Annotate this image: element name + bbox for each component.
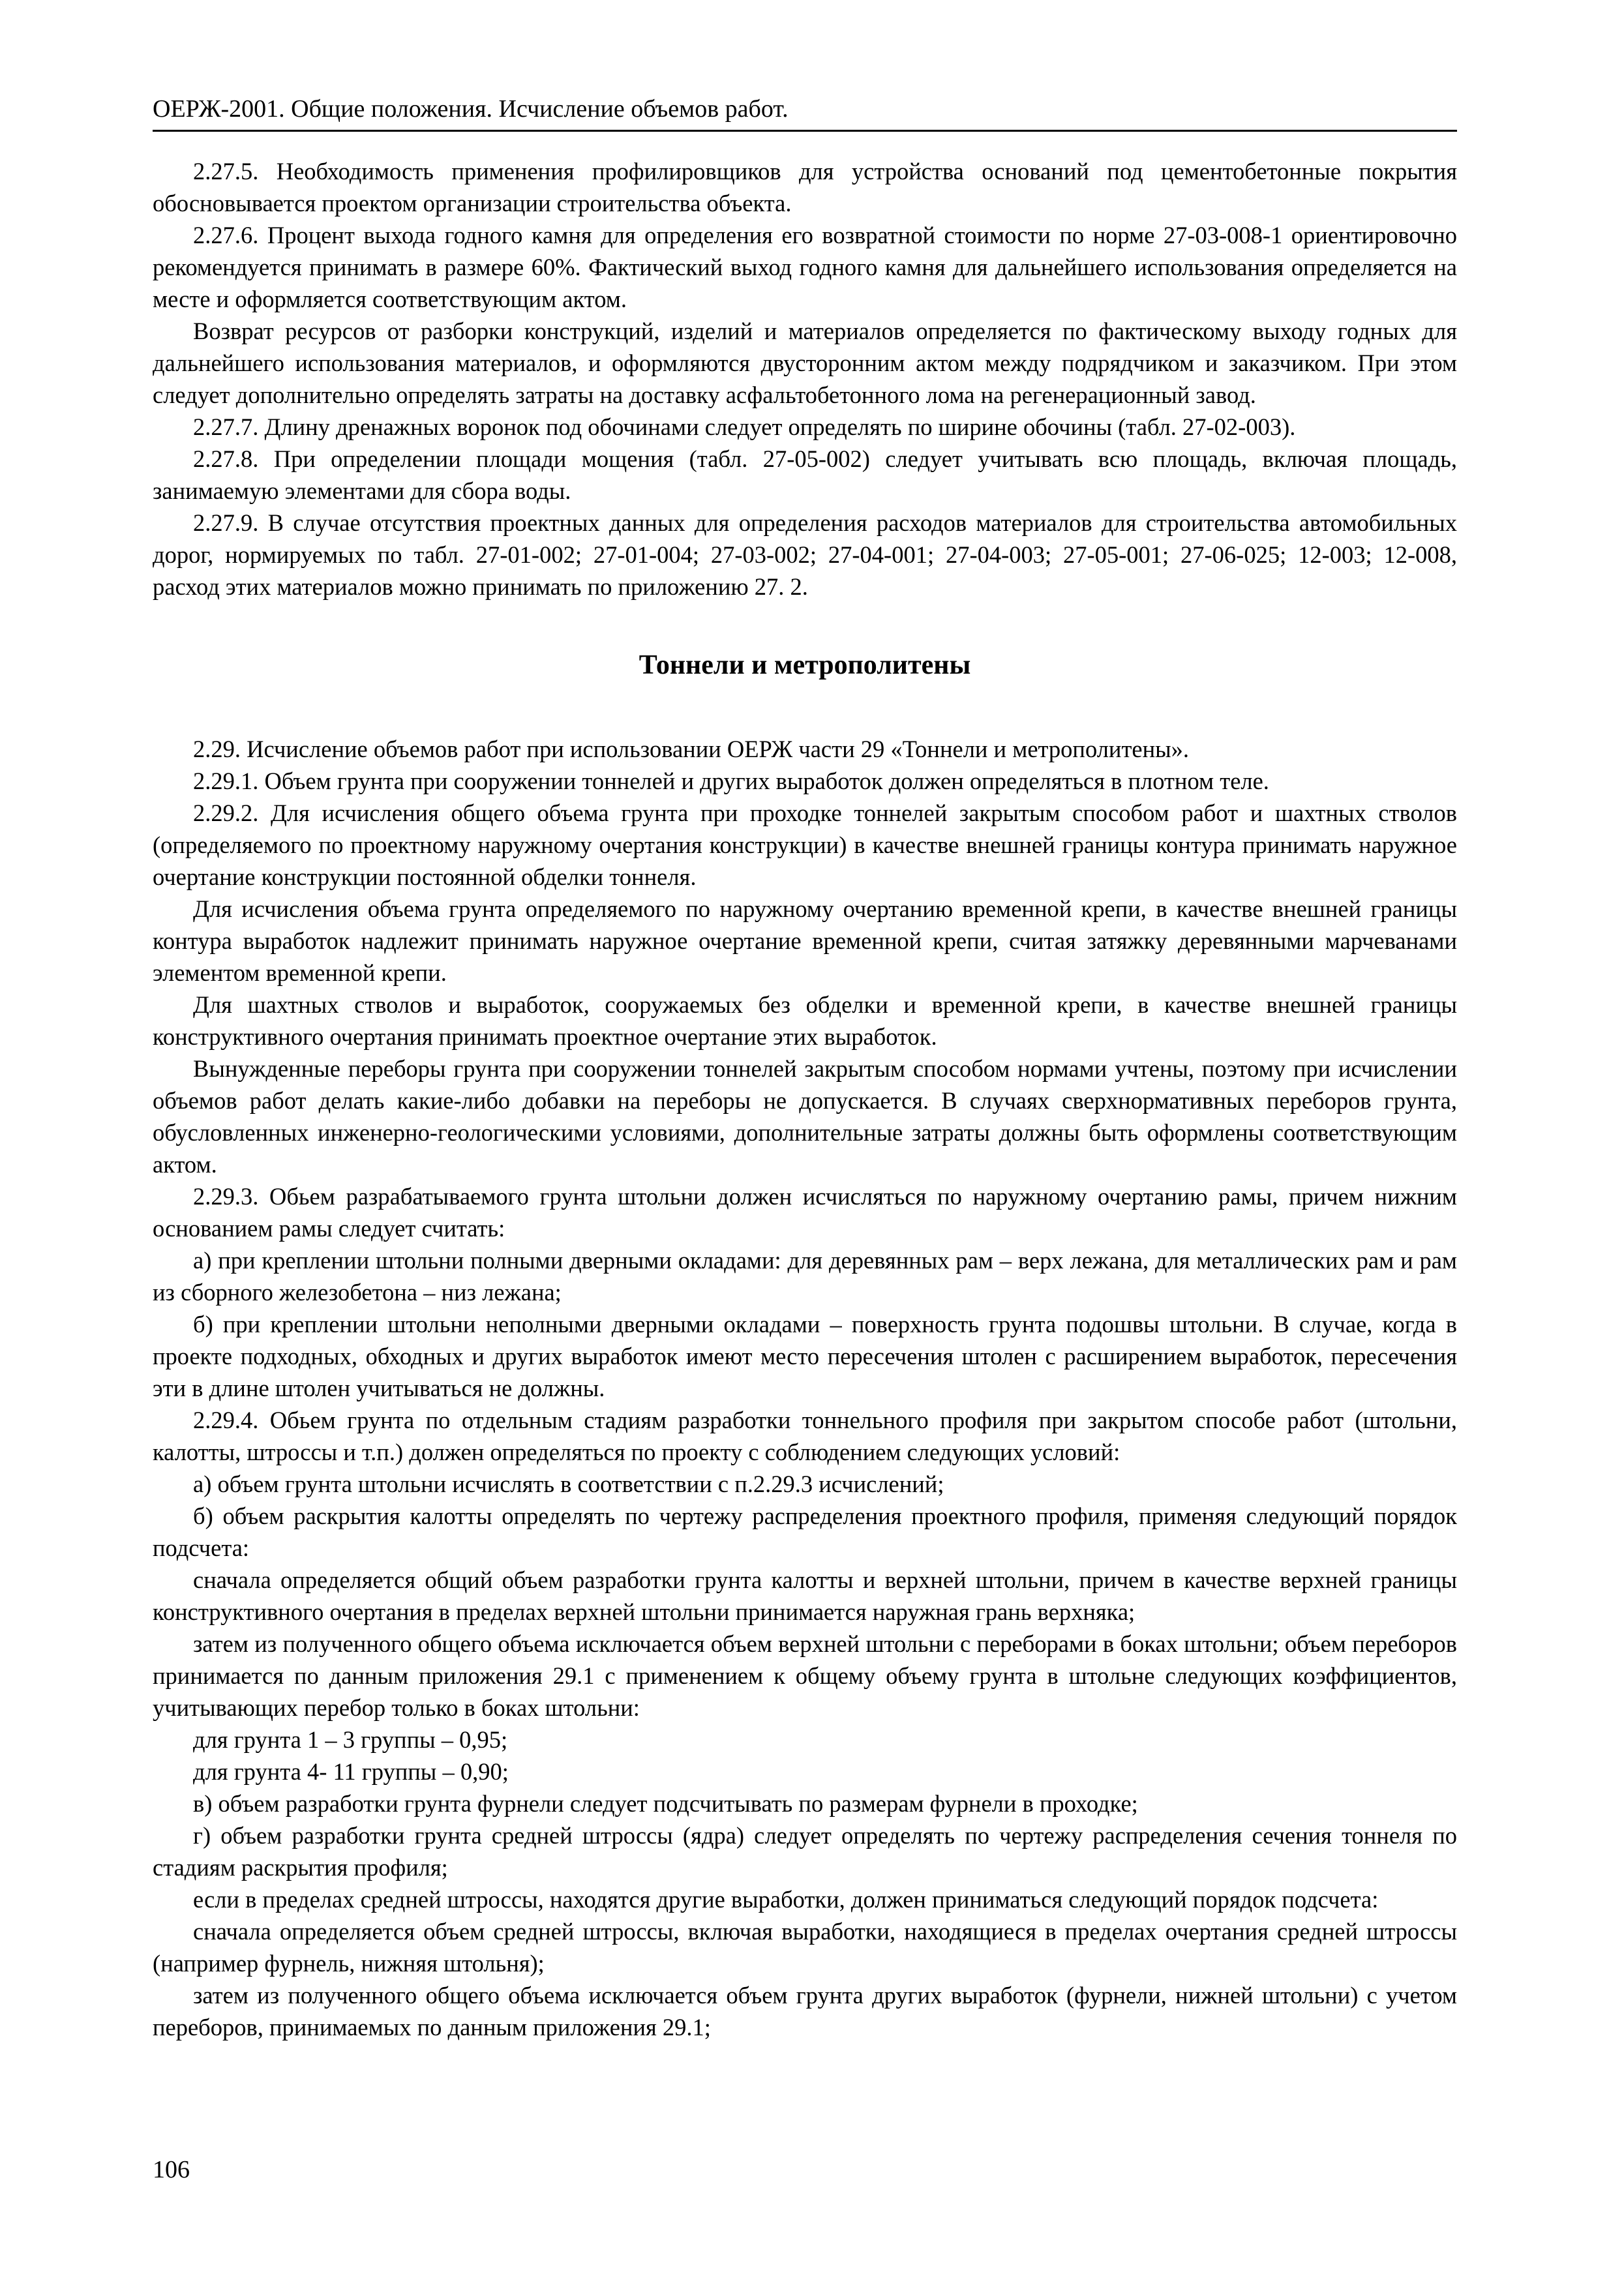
paragraph-middle-bench-second-step: затем из полученного общего объема исключается объем грунта других выработок (фурнели, нижней штольни) с учетом переборов, принимаемых по данным приложения 29.1; [153, 1982, 1457, 2041]
section-27-body [153, 155, 1457, 603]
paragraph-coefficient-groups-1-3: для грунта 1 – 3 группы – 0,95; [193, 1726, 508, 1753]
section-heading-tunnels: Тоннели и метрополитены [639, 650, 971, 680]
paragraph-resource-return: Возврат ресурсов от разборки конструкций, изделий и материалов определяется по фактическому выходу годных для дальнейшего использования материалов, и оформляются двусторонним актом между подрядчиком и заказчиком. При этом следует дополнительно определять затраты на доставку асфальтобетонного лома на регенерационный завод. [153, 318, 1457, 408]
paragraph-item-v-furnel: в) объем разработки грунта фурнели следует подсчитывать по размерам фурнели в проходке; [193, 1790, 1138, 1817]
paragraph-2-29: 2.29. Исчисление объемов работ при использовании ОЕРЖ части 29 «Тоннели и метрополитены». [193, 736, 1190, 762]
header-rule [153, 130, 1457, 132]
paragraph-middle-bench-order: если в пределах средней штроссы, находятся другие выработки, должен приниматься следующий порядок подсчета: [193, 1886, 1379, 1913]
paragraph-2-29-1: 2.29.1. Объем грунта при сооружении тоннелей и других выработок должен определяться в плотном теле. [193, 768, 1269, 794]
running-header-title: ОЕРЖ-2001. Общие положения. Исчисление объемов работ. [153, 95, 789, 123]
paragraph-item-a-drift-volume: а) объем грунта штольни исчислять в соответствии с п.2.29.3 исчислений; [193, 1471, 944, 1497]
section-29-body [153, 733, 1457, 2043]
paragraph-2-29-4: 2.29.4. Обьем грунта по отдельным стадиям разработки тоннельного профиля при закрытом способе работ (штольни, калотты, штроссы и т.п.) должен определяться по проекту с соблюдением следующих условий: [153, 1407, 1457, 1465]
page-content [153, 155, 1457, 2043]
paragraph-shafts: Для шахтных стволов и выработок, сооружаемых без обделки и временной крепи, в качестве внешней границы конструктивного очертания принимать проектное очертание этих выработок. [153, 991, 1457, 1050]
page-header [153, 93, 1457, 132]
paragraph-2-29-3: 2.29.3. Обьем разрабатываемого грунта штольни должен исчисляться по наружному очертанию рамы, причем нижним основанием рамы следует считать: [153, 1183, 1457, 1242]
paragraph-calotte-second-step: затем из полученного общего объема исключается объем верхней штольни с переборами в боках штольни; объем переборов принимается по данным приложения 29.1 с применением к общему объему грунта в штольне следующих коэффициентов, учитывающих перебор только в боках штольни: [153, 1630, 1457, 1721]
paragraph-item-a-full-frames: а) при креплении штольни полными дверными окладами: для деревянных рам – верх лежана, для металлических рам и рам из сборного железобетона – низ лежана; [153, 1247, 1457, 1306]
paragraph-item-b-partial-frames: б) при креплении штольни неполными дверными окладами – поверхность грунта подошвы штольни. В случае, когда в проекте подходных, обходных и других выработок имеют место пересечения штолен с расширением выработок, пересечения эти в длине штолен учитываться не должны. [153, 1311, 1457, 1401]
paragraph-coefficient-groups-4-11: для грунта 4- 11 группы – 0,90; [193, 1758, 509, 1785]
paragraph-2-27-9: 2.27.9. В случае отсутствия проектных данных для определения расходов материалов для строительства автомобильных дорог, нормируемых по табл. 27-01-002; 27-01-004; 27-03-002; 27-04-001; 27-04-003; 27-05-001; 27-06-025; 12-003; 12-008, расход этих материалов можно принимать по приложению 27. 2. [153, 509, 1457, 600]
page-number: 106 [153, 2156, 190, 2183]
paragraph-calotte-first-step: сначала определяется общий объем разработки грунта калотты и верхней штольни, причем в качестве верхней границы конструктивного очертания в пределах верхней штольни принимается наружная грань верхняка; [153, 1566, 1457, 1625]
paragraph-2-27-8: 2.27.8. При определении площади мощения (табл. 27-05-002) следует учитывать всю площадь, включая площадь, занимаемую элементами для сбора воды. [153, 445, 1457, 504]
paragraph-2-27-7: 2.27.7. Длину дренажных воронок под обочинами следует определять по ширине обочины (табл. 27-02-003). [193, 413, 1296, 440]
paragraph-overbreak: Вынужденные переборы грунта при сооружении тоннелей закрытым способом нормами учтены, поэтому при исчислении объемов работ делать какие-либо добавки на переборы не допускается. В случаях сверхнормативных переборов грунта, обусловленных инженерно-геологическими условиями, дополнительные затраты должны быть оформлены соответствующим актом. [153, 1055, 1457, 1178]
paragraph-2-27-5: 2.27.5. Необходимость применения профилировщиков для устройства оснований под цементобетонные покрытия обосновывается проектом организации строительства объекта. [153, 158, 1457, 217]
paragraph-2-29-2: 2.29.2. Для исчисления общего объема грунта при проходке тоннелей закрытым способом работ и шахтных стволов (определяемого по проектному наружному очертания конструкции) в качестве внешней границы контура принимать наружное очертание конструкции постоянной обделки тоннеля. [153, 800, 1457, 890]
paragraph-item-b-calotte: б) объем раскрытия калотты определять по чертежу распределения проектного профиля, применяя следующий порядок подсчета: [153, 1503, 1457, 1561]
paragraph-middle-bench-first-step: сначала определяется объем средней штроссы, включая выработки, находящиеся в пределах очертания средней штроссы (например фурнель, нижняя штольня); [153, 1918, 1457, 1977]
paragraph-temporary-support: Для исчисления объема грунта определяемого по наружному очертанию временной крепи, в качестве внешней границы контура выработок надлежит принимать наружное очертание временной крепи, считая затяжку деревянными марчеванами элементом временной крепи. [153, 895, 1457, 986]
paragraph-2-27-6: 2.27.6. Процент выхода годного камня для определения его возвратной стоимости по норме 27-03-008-1 ориентировочно рекомендуется принимать в размере 60%. Фактический выход годного камня для дальнейшего использования определяется на месте и оформляется соответствующим актом. [153, 222, 1457, 312]
paragraph-item-g-middle-bench: г) объем разработки грунта средней штроссы (ядра) следует определять по чертежу распределения сечения тоннеля по стадиям раскрытия профиля; [153, 1822, 1457, 1881]
